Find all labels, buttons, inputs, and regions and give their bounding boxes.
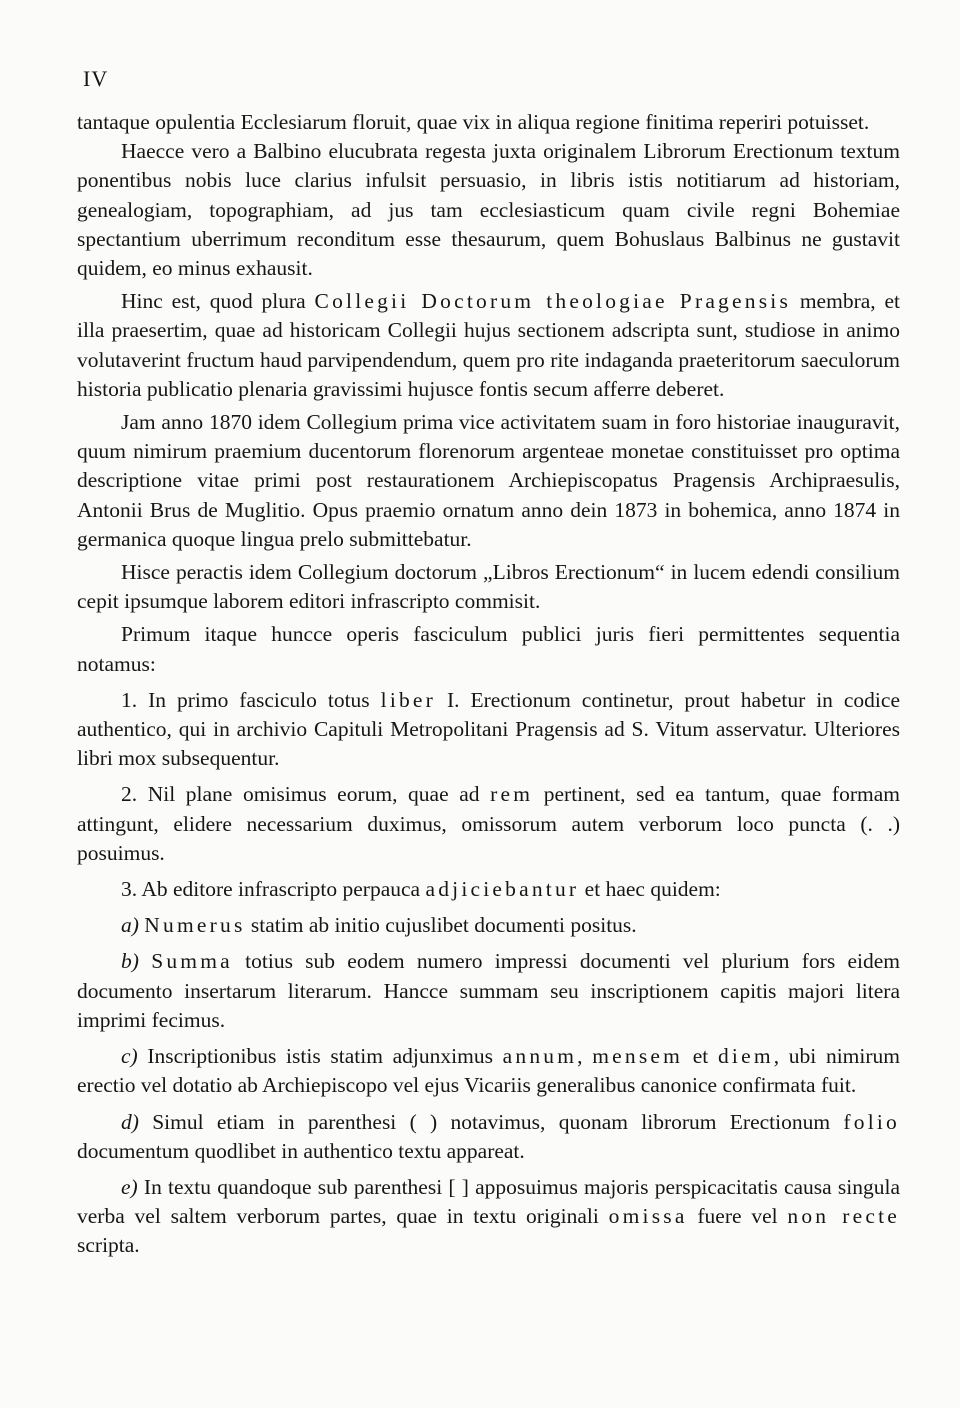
paragraph-continuation — [77, 108, 900, 137]
paragraph-text: Hisce peractis idem Collegium doctorum „Libros Erectionum“ in lucem edendi consilium cepit ipsumque laborem editori infrascripto commisit. — [77, 560, 900, 614]
item-text: I. Erectionum continetur, prout habetur in codice authentico, qui in archivio Capituli Metropolitani Pragensis ad S. Vitum asservatur. Ulteriores libri mox subsequentur. — [77, 687, 900, 771]
paragraph-balbinus — [77, 137, 900, 283]
page-number: IV — [83, 66, 109, 91]
numbered-item-1 — [77, 686, 900, 774]
paragraph-text: Primum itaque huncce operis fasciculum publici juris fieri permittentes sequentia notamus: — [77, 622, 900, 676]
paragraph-text: Haecce vero a Balbino elucubrata regesta juxta originalem Librorum Erectionum textum ponentibus nobis luce clarius infulsit persuasio, in libris istis notitiarum ad historiam, genealogiam, topographiam, ad jus tam ecclesiasticum quam civile regni Bohemiae spectantium uberrimum reconditum esse thesaurum, quem Bohuslaus Balbinus ne gustavit quidem, eo minus exhausit. — [77, 139, 900, 281]
item-text: totius sub eodem numero impressi documenti vel plurium fors eidem documento insertarum literarum. Hancce summam seu inscriptionem capitis majori litera imprimi fecimus. — [77, 949, 900, 1032]
sub-item-a — [77, 911, 900, 940]
sub-item-e — [77, 1173, 900, 1261]
paragraph-collegium — [77, 287, 900, 404]
spaced-emphasis: mensem — [592, 1044, 684, 1069]
item-text: , ubi nimirum erectio vel dotatio ab Archiepiscopo vel ejus Vicariis generalibus canonice confirmata fuit. — [77, 1044, 901, 1098]
item-text: 2. Nil plane omisimus eorum, quae ad — [121, 782, 491, 807]
item-text: fuere vel — [687, 1204, 788, 1229]
spaced-emphasis: omissa — [608, 1204, 688, 1229]
item-text: et haec quidem: — [579, 877, 721, 902]
page-body — [77, 108, 900, 1261]
spaced-emphasis: liber — [380, 687, 437, 712]
spaced-emphasis: Summa — [151, 949, 233, 974]
spaced-emphasis: diem — [717, 1044, 774, 1069]
numbered-item-2 — [77, 780, 900, 868]
spaced-emphasis: annum — [502, 1044, 578, 1069]
item-text: , — [577, 1044, 593, 1069]
item-text: 3. Ab editore infrascripto perpauca — [121, 877, 426, 902]
item-label: c) — [121, 1044, 138, 1069]
spaced-emphasis: Numerus — [144, 913, 246, 938]
item-text: statim ab initio cujuslibet documenti positus. — [245, 913, 637, 938]
spaced-emphasis: non recte — [787, 1204, 901, 1229]
item-text: documentum quodlibet in authentico textu appareat. — [77, 1138, 525, 1163]
item-text: 1. In primo fasciculo totus — [121, 687, 381, 712]
sub-item-d — [77, 1108, 900, 1166]
paragraph-text: Jam anno 1870 idem Collegium prima vice activitatem suam in foro historiae inauguravit, quum nimirum praemium ducentorum florenorum argenteae monetae constituisset pro optima descriptione vitae primi post restaurationem Archiepiscopatus Pragensis Archipraesulis, Antonii Brus de Muglitio. Opus praemio ornatum anno dein 1873 in bohemica, anno 1874 in germanica quoque lingua prelo submittebatur. — [77, 410, 900, 551]
paragraph-text: membra, et illa praesertim, quae ad historicam Collegii hujus sectionem adscripta sunt, studiose in animo volutaverint fructum haud parvipendendum, quem pro rite indaganda praeteritorum saeculorum historia publicatio plenaria gravissimi hujusce fontis secum afferre deberet. — [77, 289, 900, 401]
sub-item-c — [77, 1042, 900, 1100]
paragraph-libros — [77, 558, 900, 616]
item-text: In textu quandoque sub parenthesi [ ] apposuimus majoris perspicacitatis causa singula verba vel saltem verborum partes, quae in textu originali — [77, 1174, 900, 1229]
item-text: scripta. — [77, 1233, 140, 1258]
item-text: Inscriptionibus istis statim adjunximus — [137, 1044, 503, 1069]
item-text: Simul etiam in parenthesi ( ) notavimus, quonam librorum Erectionum — [138, 1109, 844, 1134]
item-label: d) — [121, 1109, 139, 1134]
spaced-emphasis: folio — [843, 1109, 900, 1134]
spaced-emphasis: adjiciebantur — [425, 877, 580, 902]
paragraph-1870 — [77, 408, 900, 554]
paragraph-primum — [77, 620, 900, 678]
item-label: e) — [121, 1174, 138, 1199]
item-text: et — [683, 1044, 718, 1069]
item-text: pertinent, sed ea tantum, quae formam attingunt, elidere necessarium duximus, omissorum autem verborum loco puncta (. .) posuimus. — [77, 782, 900, 865]
item-label: b) — [121, 949, 139, 974]
paragraph-text: Hinc est, quod plura — [121, 289, 315, 314]
sub-item-b — [77, 947, 900, 1035]
item-label: a) — [121, 913, 139, 938]
numbered-item-3 — [77, 875, 900, 904]
spaced-emphasis: rem — [490, 782, 534, 807]
spaced-emphasis: Collegii Doctorum theologiae Pragensis — [314, 289, 792, 314]
paragraph-text: tantaque opulentia Ecclesiarum floruit, quae vix in aliqua regione finitima reperiri potuisset. — [77, 110, 870, 134]
